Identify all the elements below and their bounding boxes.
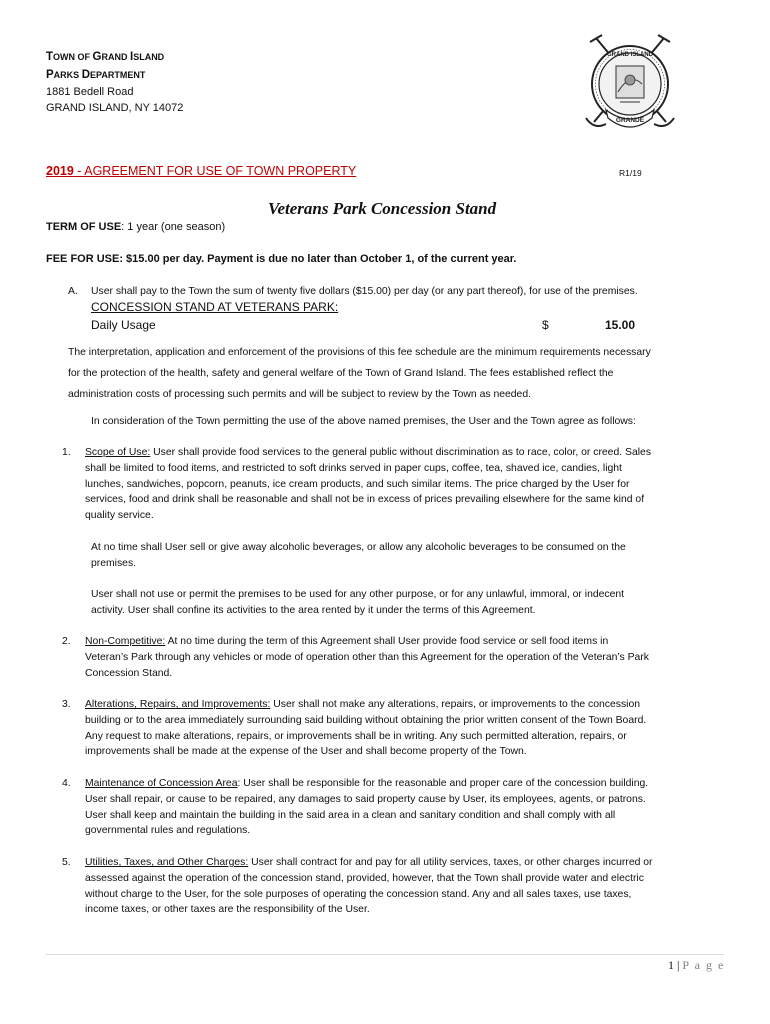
item-number: 2. <box>62 636 71 647</box>
alcohol-paragraph: At no time shall User sell or give away alcoholic beverages, or allow any alcoholic beverages to be consumed on the premises. <box>91 542 626 569</box>
item-scope-of-use: Scope of Use: User shall provide food services to the general public without discrimination as to race, color, or creed. Sales shall be limited to food items, and restricted to soft drinks served in paper cups, coffee, tea, shaved ice, candies, light lunches, sandwiches, popcorn, peanuts, ice cream products, and such similar items. The price charged by the User for services, food and drink shall be reasonable and shall not be in excess of prices prevailing elsewhere for the same kind of quality service. <box>85 447 652 522</box>
item-utilities-taxes: Utilities, Taxes, and Other Charges: User shall contract for and pay for all utility services, taxes, or other charges incurred or assessed against the operation of the concession stand, provided, however, that the Town shall provide water and electric without charge to the User, for the sole purposes of operating the concession stand. Any and all sales taxes, use taxes, income taxes, or other taxes are the responsibility of the User. <box>85 857 653 916</box>
address-city: GRAND ISLAND, NY 14072 <box>46 102 184 114</box>
document-title: Veterans Park Concession Stand <box>268 199 497 218</box>
item-number: 4. <box>62 778 71 789</box>
item-heading: Maintenance of Concession Area <box>85 778 238 789</box>
item-alterations: Alterations, Repairs, and Improvements: User shall not make any alterations, repairs, or improvements to the concession building or to the area immediately surrounding said building without obtaining the prior written consent of the Town Board. Any request to make alterations, repairs, or improvements shall be in writing. Any such permitted alteration, repairs, or improvements shall be made at the expense of the User and shall become property of the Town. <box>85 699 647 758</box>
fee-text: User shall pay to the Town the sum of twenty five dollars ($15.00) per day (or any part thereof), for use of the premises. <box>91 286 638 297</box>
interpretation-line: The interpretation, application and enforcement of the provisions of this fee schedule are the minimum requirements necessary <box>68 347 651 358</box>
item-heading: Utilities, Taxes, and Other Charges: <box>85 857 249 868</box>
footer-divider <box>46 954 724 955</box>
currency-symbol: $ <box>542 318 549 332</box>
fee-amount: 15.00 <box>605 318 636 332</box>
term-of-use: TERM OF USE: 1 year (one season) <box>46 221 226 233</box>
fee-for-use: FEE FOR USE: $15.00 per day. Payment is due no later than October 1, of the current year. <box>46 253 517 265</box>
address-street: 1881 Bedell Road <box>46 86 134 98</box>
fee-heading: CONCESSION STAND AT VETERANS PARK: <box>91 300 339 314</box>
item-maintenance: Maintenance of Concession Area: User shall be responsible for the reasonable and proper care of the concession building. User shall repair, or cause to be repaired, any damages to said property cause by User, its employees, agents, or patrons. User shall keep and maintain the building in the said area in a clean and sanitary condition and shall comply with all governmental rules and regulations. <box>85 778 649 837</box>
town-seal-logo <box>582 32 678 132</box>
item-number: 3. <box>62 699 71 710</box>
town-name: TOWN OF GRAND ISLAND <box>46 51 165 63</box>
svg-text:GRAND ISLAND: GRAND ISLAND <box>607 52 653 58</box>
agreement-title: 2019 - AGREEMENT FOR USE OF TOWN PROPERTY <box>46 164 357 178</box>
fee-marker: A. <box>68 286 78 297</box>
usage-label: Daily Usage <box>91 318 156 332</box>
seal-graphic <box>582 32 678 132</box>
item-heading: Scope of Use: <box>85 447 151 458</box>
agreement-year: 2019 <box>46 164 74 178</box>
item-number: 1. <box>62 447 71 458</box>
item-non-competitive: Non-Competitive: At no time during the term of this Agreement shall User provide food service or sell food items in Veteran’s Park through any vehicles or mode of operation other than this Agreement for the operation of the Veteran’s Park Concession Stand. <box>85 636 649 679</box>
use-restriction-paragraph: User shall not use or permit the premises to be used for any other purpose, or for any unlawful, immoral, or indecent activity. User shall confine its activities to the area rented by it under the terms of this Agreement. <box>91 589 625 616</box>
item-number: 5. <box>62 857 71 868</box>
interpretation-line: for the protection of the health, safety and general welfare of the Town of Grand Island. The fees established reflect the <box>68 368 614 379</box>
svg-text:GRANDE: GRANDE <box>615 117 645 124</box>
consideration-text: In consideration of the Town permitting the use of the above named premises, the User and the Town agree as follows: <box>91 416 636 427</box>
page-number: 1 | P a g e <box>668 958 725 972</box>
item-heading: Alterations, Repairs, and Improvements: <box>85 699 271 710</box>
item-heading: Non-Competitive: <box>85 636 166 647</box>
department-name: PARKS DEPARTMENT <box>46 69 146 81</box>
interpretation-line: administration costs of processing such permits and will be subject to review by the Town as needed. <box>68 389 532 400</box>
revision-code: R1/19 <box>619 168 642 178</box>
interpretation-paragraph <box>68 342 651 405</box>
